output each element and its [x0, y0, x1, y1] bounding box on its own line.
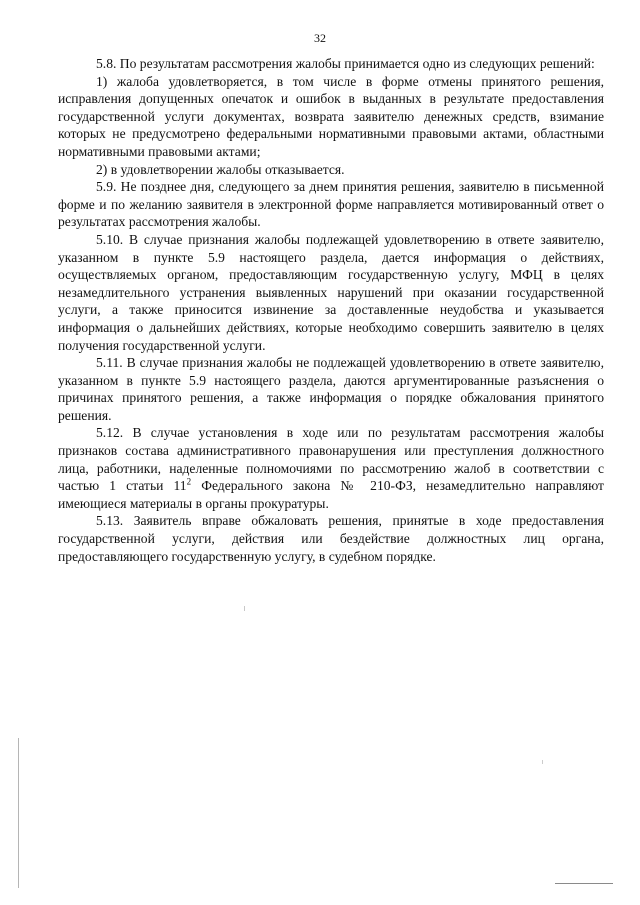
paragraph-5-13: 5.13. Заявитель вправе обжаловать решения, принятые в ходе предоставления государственной услуги, действия или бездействие должностных лиц органа, предоставляющего государственную услугу, в судебном порядке. [58, 513, 604, 564]
scan-artifact-mark [542, 760, 543, 764]
scan-artifact-mark [244, 606, 245, 611]
paragraph-5-12-superscript: 2 [186, 476, 192, 487]
paragraph-5-8: 5.8. По результатам рассмотрения жалобы принимается одно из следующих решений: [96, 56, 595, 71]
scan-artifact-bottom-line [555, 883, 613, 884]
paragraph-5-10: 5.10. В случае признания жалобы подлежащей удовлетворению в ответе заявителю, указанном в пункте 5.9 настоящего раздела, дается информация о действиях, осуществляемых органом, предоставляющим государственную услугу, МФЦ в целях незамедлительного устранения выявленных нарушений при оказании государственной услуги, а также приносится извинение за доставленные неудобства и указывается информация о дальнейших действиях, которые необходимо совершить заявителю в целях получения государственной услуги. [58, 231, 604, 353]
paragraph-5-8-item-2: 2) в удовлетворении жалобы отказывается. [96, 161, 345, 177]
paragraph-5-12 [58, 424, 604, 512]
page-number: 32 [314, 31, 326, 45]
paragraph-5-11: 5.11. В случае признания жалобы не подлежащей удовлетворению в ответе заявителю, указанном в пункте 5.9 настоящего раздела, даются аргументированные разъяснения о причинах принятого решения, а также информация о порядке обжалования принятого решения. [58, 355, 604, 423]
document-body [58, 55, 604, 565]
scan-artifact-left-line [18, 738, 19, 888]
paragraph-5-8-item-1: 1) жалоба удовлетворяется, в том числе в форме отмены принятого решения, исправления допущенных опечаток и ошибок в выданных в результате предоставления государственной услуги документах, возврата заявителю денежных средств, взимание которых не предусмотрено федеральными нормативными правовыми актами, областными нормативными правовыми актами; [58, 73, 604, 159]
paragraph-5-12-text-after: Федерального закона № 210-ФЗ, незамедлительно направляют имеющиеся материалы в органы прокуратуры. [58, 478, 604, 511]
paragraph-5-9: 5.9. Не позднее дня, следующего за днем принятия решения, заявителю в письменной форме и по желанию заявителя в электронной форме направляется мотивированный ответ о результатах рассмотрения жалобы. [58, 179, 604, 230]
paragraph-5-12-text-before: 5.12. В случае установления в ходе или по результатам рассмотрения жалобы признаков состава административного правонарушения или преступления должностного лица, работники, наделенные полномочиями по рассмотрению жалоб в соответствии с частью 1 статьи 11 [58, 425, 604, 494]
